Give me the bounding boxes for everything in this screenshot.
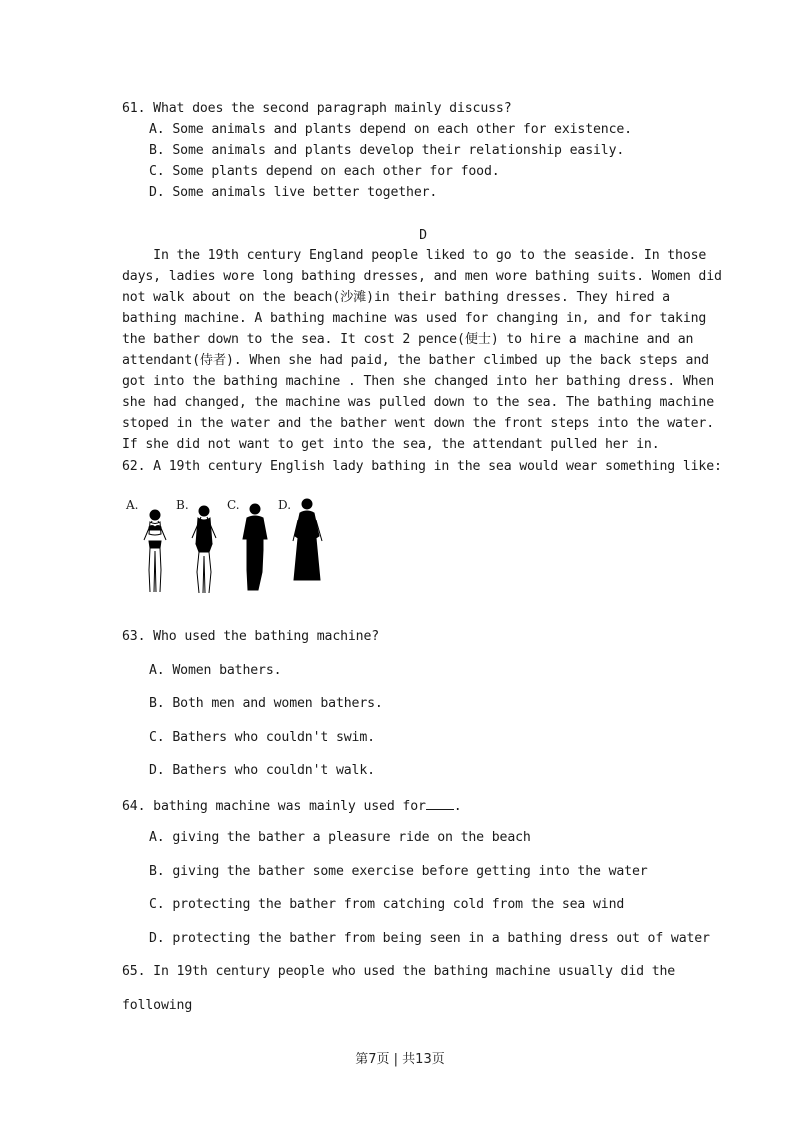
figure-label-c: C. xyxy=(227,498,240,512)
q61-option-b: B. Some animals and plants develop their relationship easily. xyxy=(149,143,625,158)
bathing-costume-figure xyxy=(126,494,336,600)
q61-option-c: C. Some plants depend on each other for food. xyxy=(149,164,500,179)
passage-line: attendant(侍者). When she had paid, the bather climbed up the back steps and xyxy=(122,353,709,368)
q61-option-d: D. Some animals live better together. xyxy=(149,185,438,200)
figure-a-bikini xyxy=(144,510,166,592)
passage-line: she had changed, the machine was pulled down to the sea. The bathing machine xyxy=(122,395,715,410)
q63-option-a: A. Women bathers. xyxy=(149,663,282,678)
q64-option-c: C. protecting the bather from catching cold from the sea wind xyxy=(149,897,625,912)
q64-stem-text: 64. bathing machine was mainly used for xyxy=(122,799,426,814)
q63-option-b: B. Both men and women bathers. xyxy=(149,696,383,711)
passage-line: In the 19th century England people liked to go to the seaside. In those xyxy=(122,248,707,263)
section-heading: D xyxy=(419,228,427,243)
passage-line: days, ladies wore long bathing dresses, and men wore bathing suits. Women did xyxy=(122,269,722,284)
passage-line: bathing machine. A bathing machine was used for changing in, and for taking xyxy=(122,311,707,326)
q64-stem xyxy=(122,795,462,817)
figure-b-swimsuit xyxy=(192,506,216,593)
figure-label-b: B. xyxy=(176,498,189,512)
q63-option-d: D. Bathers who couldn't walk. xyxy=(149,763,375,778)
costume-figures-svg xyxy=(126,494,336,600)
q65-stem-line1: 65. In 19th century people who used the bathing machine usually did the xyxy=(122,964,676,979)
figure-label-d: D. xyxy=(278,498,292,512)
q61-stem: 61. What does the second paragraph mainly discuss? xyxy=(122,101,512,116)
passage-line: the bather down to the sea. It cost 2 pence(便士) to hire a machine and an xyxy=(122,332,694,347)
q64-option-d: D. protecting the bather from being seen in a bathing dress out of water xyxy=(149,931,710,946)
q61-option-a: A. Some animals and plants depend on each other for existence. xyxy=(149,122,632,137)
passage-line: not walk about on the beach(沙滩)in their bathing dresses. They hired a xyxy=(122,290,670,305)
figure-label-a: A. xyxy=(126,498,139,512)
page-footer: 第7页 | 共13页 xyxy=(355,1052,445,1067)
passage-line: If she did not want to get into the sea, the attendant pulled her in. xyxy=(122,437,660,452)
passage-line: got into the bathing machine . Then she changed into her bathing dress. When xyxy=(122,374,715,389)
q62-stem: 62. A 19th century English lady bathing in the sea would wear something like: xyxy=(122,459,722,474)
answer-blank xyxy=(426,795,454,810)
figure-c-dark-suit xyxy=(243,504,267,590)
q63-option-c: C. Bathers who couldn't swim. xyxy=(149,730,375,745)
passage-line: stoped in the water and the bather went down the front steps into the water. xyxy=(122,416,715,431)
q65-stem-line2: following xyxy=(122,998,193,1013)
q64-option-a: A. giving the bather a pleasure ride on the beach xyxy=(149,830,531,845)
q64-stem-end: . xyxy=(453,799,462,814)
q64-option-b: B. giving the bather some exercise before getting into the water xyxy=(149,864,648,879)
figure-d-long-dress xyxy=(293,499,322,580)
q63-stem: 63. Who used the bathing machine? xyxy=(122,629,380,644)
